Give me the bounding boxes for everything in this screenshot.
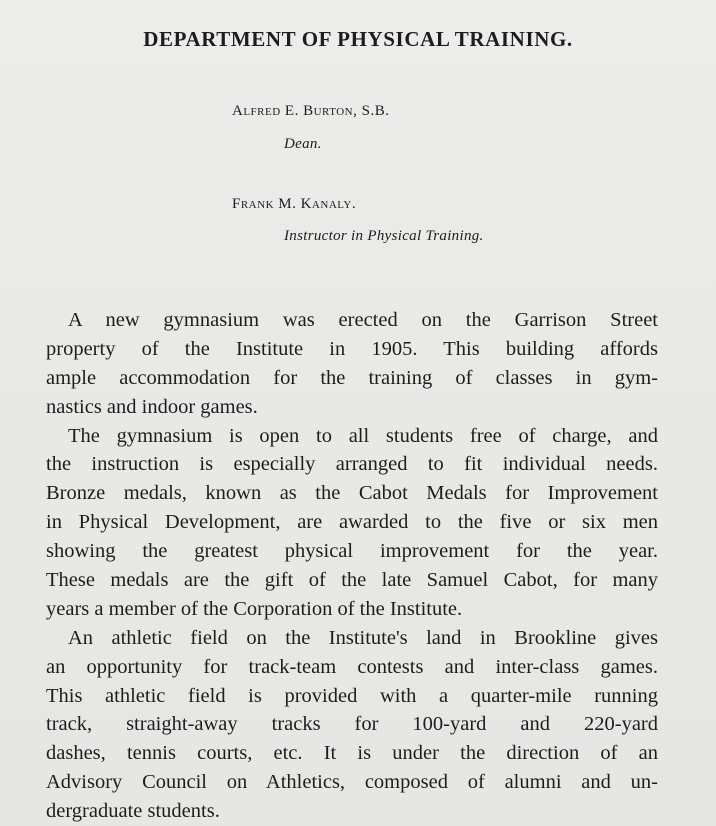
- paragraph-2-line: Bronze medals, known as the Cabot Medals for Improvement: [46, 482, 658, 505]
- paragraph-2-line: These medals are the gift of the late Samuel Cabot, for many: [46, 569, 658, 592]
- paragraph-2-line: the instruction is especially arranged to fit individual needs.: [46, 453, 658, 476]
- paragraph-1-line: property of the Institute in 1905. This building affords: [46, 337, 658, 360]
- paragraph-1-line: ample accommodation for the training of classes in gym-: [46, 366, 658, 389]
- paragraph-3-line: track, straight-away tracks for 100-yard and 220-yard: [46, 713, 658, 736]
- paragraph-3-line: This athletic field is provided with a quarter-mile running: [46, 684, 658, 707]
- paragraph-2-line: years a member of the Corporation of the Institute.: [46, 597, 463, 620]
- paragraph-1-line: nastics and indoor games.: [46, 395, 258, 418]
- paragraph-2-line: showing the greatest physical improvement for the year.: [46, 540, 658, 563]
- page-title: DEPARTMENT OF PHYSICAL TRAINING.: [143, 27, 573, 51]
- paragraph-3-line: dashes, tennis courts, etc. It is under the direction of an: [46, 742, 658, 765]
- body-text: [46, 306, 658, 826]
- staff-name-instructor: Frank M. Kanaly.: [232, 196, 357, 212]
- paragraph-3-line: an opportunity for track-team contests and inter-class games.: [46, 655, 658, 678]
- paragraph-3-line: Advisory Council on Athletics, composed of alumni and un-: [46, 771, 658, 794]
- paragraph-1-line: A new gymnasium was erected on the Garrison Street: [68, 309, 658, 331]
- staff-role-instructor: Instructor in Physical Training.: [284, 228, 484, 244]
- paragraph-3-line: dergraduate students.: [46, 800, 220, 823]
- staff-name-dean: Alfred E. Burton, S.B.: [232, 103, 390, 119]
- paragraph-3-line: An athletic field on the Institute's land in Brookline gives: [68, 626, 658, 649]
- staff-role-dean: Dean.: [284, 136, 322, 152]
- paragraph-2-line: The gymnasium is open to all students free of charge, and: [68, 424, 658, 447]
- paragraph-2-line: in Physical Development, are awarded to the five or six men: [46, 511, 658, 534]
